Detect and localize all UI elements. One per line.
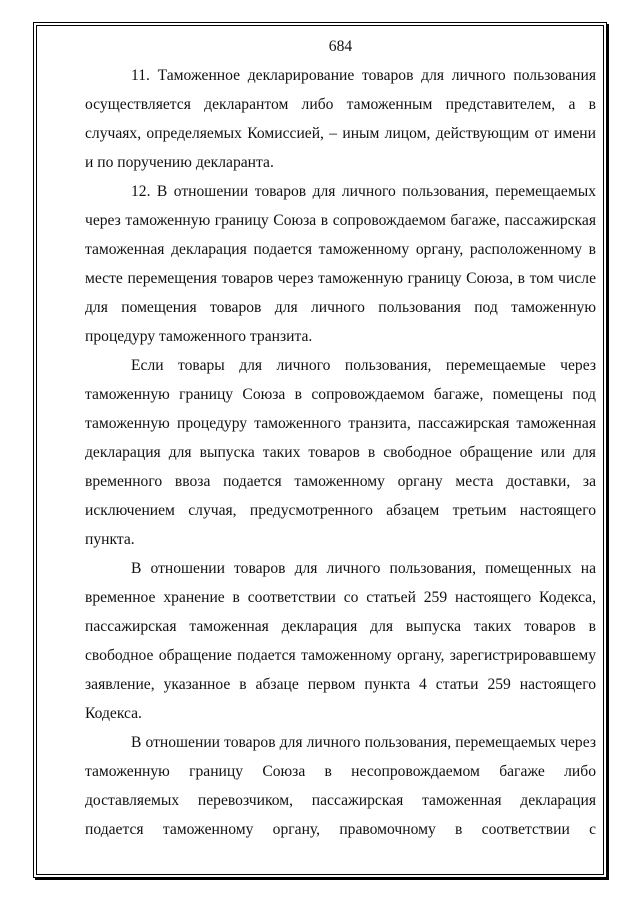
paragraph-12-temporary-storage: В отношении товаров для личного пользования, помещенных на временное хранение в соответствии со статьей 259 настоящего Кодекса, пассажирская таможенная декларация для выпуска таких товаров в свободное обращение подается таможенному органу, зарегистрировавшему заявление, указанное в абзаце первом пункта 4 статьи 259 настоящего Кодекса. xyxy=(85,560,596,722)
paragraph-12-transit: Если товары для личного пользования, перемещаемые через таможенную границу Союза в сопровождаемом багаже, помещены под таможенную процедуру таможенного транзита, пассажирская таможенная декларация для выпуска таких товаров в свободное обращение или для временного ввоза подается таможенному органу места доставки, за исключением случая, предусмотренного абзацем третьим настоящего пункта. xyxy=(85,357,596,548)
document-body xyxy=(85,36,596,844)
paragraph-11: 11. Таможенное декларирование товаров для личного пользования осуществляется декларантом либо таможенным представителем, а в случаях, определяемых Комиссией, – иным лицом, действующим от имени и по поручению декларанта. xyxy=(85,67,596,171)
page-number: 684 xyxy=(328,38,353,55)
paragraph-12-unaccompanied-baggage: В отношении товаров для личного пользования, перемещаемых через таможенную границу Союза в несопровождаемом багаже либо доставляемых перевозчиком, пассажирская таможенная декларация подается таможенному органу, правомочному в соответствии с xyxy=(85,734,596,838)
paragraph-12: 12. В отношении товаров для личного пользования, перемещаемых через таможенную границу Союза в сопровождаемом багаже, пассажирская таможенная декларация подается таможенному органу, расположенному в месте перемещения товаров через таможенную границу Союза, в том числе для помещения товаров для личного пользования под таможенную процедуру таможенного транзита. xyxy=(85,183,596,345)
